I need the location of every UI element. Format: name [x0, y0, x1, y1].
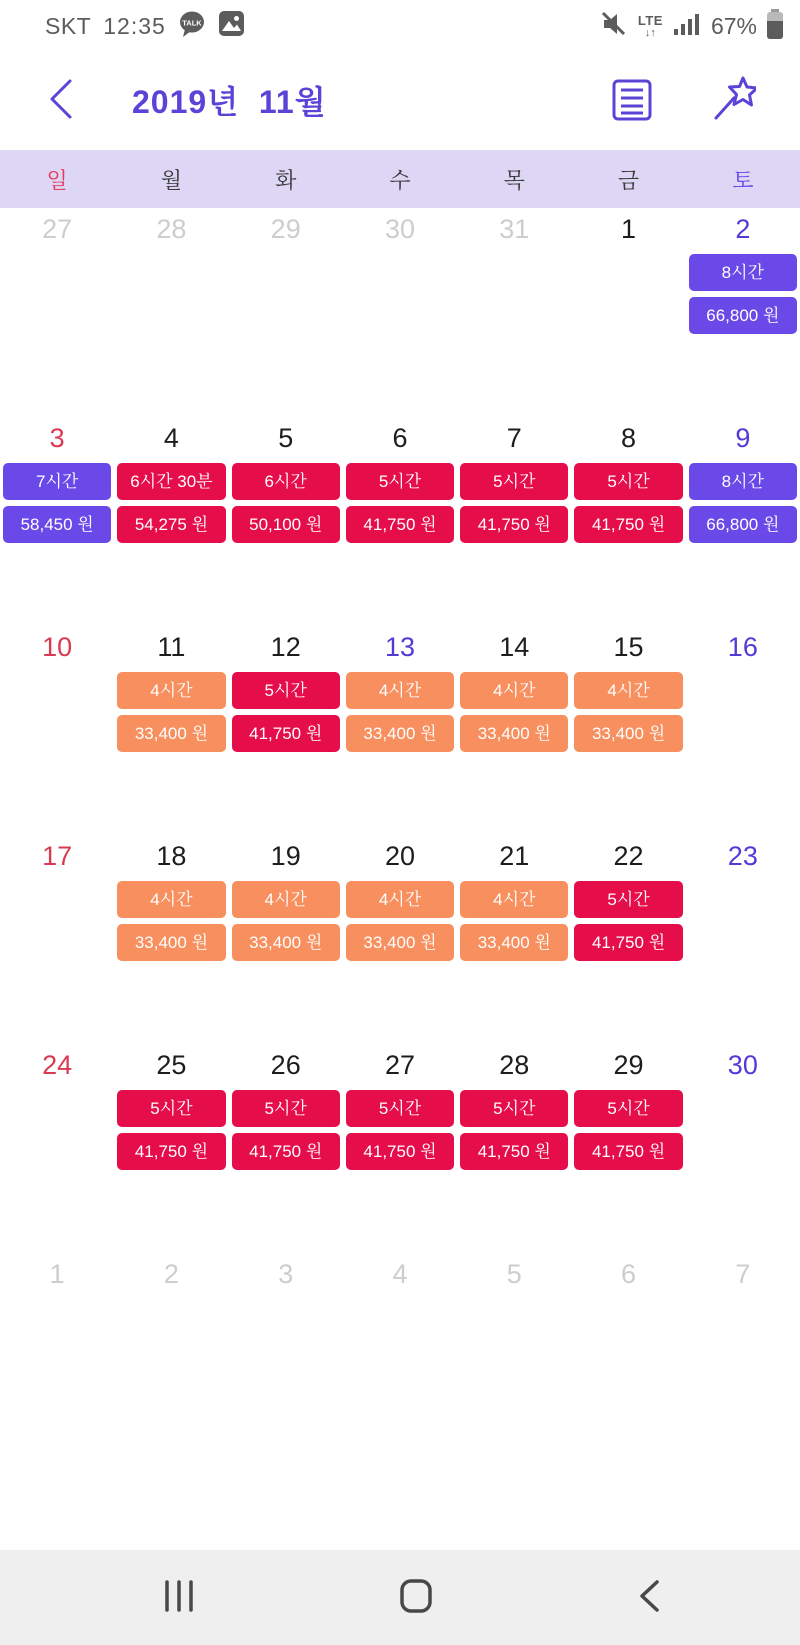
- page-title: 2019년 11월: [132, 84, 327, 120]
- day-cell[interactable]: [114, 835, 228, 1044]
- day-cell[interactable]: [457, 626, 571, 835]
- wage-badge: 33,400 원: [346, 715, 454, 752]
- day-cell[interactable]: [114, 1253, 228, 1462]
- hours-badge: 4시간: [346, 672, 454, 709]
- day-cell[interactable]: [571, 835, 685, 1044]
- calendar-grid: [0, 208, 800, 1462]
- week-row: [0, 417, 800, 626]
- battery-icon: [766, 8, 784, 45]
- day-number: 17: [42, 841, 73, 871]
- day-cell[interactable]: [229, 208, 343, 417]
- day-number: 5: [278, 423, 294, 453]
- gallery-icon: [218, 10, 245, 42]
- day-cell[interactable]: [229, 417, 343, 626]
- wage-badge: 41,750 원: [460, 1133, 568, 1170]
- wage-badge: 33,400 원: [460, 715, 568, 752]
- day-cell[interactable]: [686, 1044, 800, 1253]
- wage-badge: 41,750 원: [574, 1133, 682, 1170]
- day-number: 21: [499, 841, 530, 871]
- day-cell[interactable]: [343, 1044, 457, 1253]
- day-number: 13: [384, 632, 415, 662]
- hours-badge: 5시간: [232, 672, 340, 709]
- day-cell[interactable]: [114, 626, 228, 835]
- day-number: 5: [506, 1259, 522, 1289]
- recents-icon: [162, 1579, 196, 1616]
- previous-month-button[interactable]: [48, 78, 74, 123]
- hours-badge: 4시간: [460, 672, 568, 709]
- day-cell[interactable]: [571, 417, 685, 626]
- wage-badge: 50,100 원: [232, 506, 340, 543]
- hours-badge: 5시간: [346, 463, 454, 500]
- day-number: 30: [384, 214, 415, 244]
- hours-badge: 5시간: [574, 1090, 682, 1127]
- wage-badge: 33,400 원: [460, 924, 568, 961]
- weekday-label: 일: [46, 167, 68, 193]
- kakaotalk-icon: [178, 10, 206, 43]
- day-cell[interactable]: [571, 626, 685, 835]
- hours-badge: 6시간: [232, 463, 340, 500]
- wage-badge: 41,750 원: [574, 924, 682, 961]
- week-row: [0, 208, 800, 417]
- hours-badge: 4시간: [117, 672, 225, 709]
- wage-badge: 33,400 원: [232, 924, 340, 961]
- lte-icon: LTE ↓↑: [637, 12, 663, 39]
- status-clock: 12:35: [103, 12, 166, 39]
- day-cell[interactable]: [686, 1253, 800, 1462]
- chevron-left-icon: [48, 78, 74, 123]
- wage-badge: 41,750 원: [574, 506, 682, 543]
- day-number: 7: [506, 423, 522, 453]
- day-number: 14: [499, 632, 530, 662]
- wage-badge: 58,450 원: [3, 506, 111, 543]
- wage-badge: 66,800 원: [689, 297, 797, 334]
- day-cell[interactable]: [343, 1253, 457, 1462]
- week-row: [0, 1253, 800, 1462]
- day-number: 26: [270, 1050, 301, 1080]
- weekday-label: 수: [389, 167, 411, 193]
- day-cell[interactable]: [0, 417, 114, 626]
- week-row: [0, 835, 800, 1044]
- day-cell[interactable]: [343, 208, 457, 417]
- day-number: 10: [42, 632, 73, 662]
- day-number: 25: [156, 1050, 187, 1080]
- carrier-label: SKT: [45, 12, 92, 39]
- day-number: 20: [384, 841, 415, 871]
- hours-badge: 8시간: [689, 463, 797, 500]
- wage-badge: 33,400 원: [346, 924, 454, 961]
- day-number: 16: [727, 632, 758, 662]
- day-cell[interactable]: [0, 208, 114, 417]
- day-cell[interactable]: [0, 1044, 114, 1253]
- day-cell[interactable]: [686, 417, 800, 626]
- day-number: 18: [156, 841, 187, 871]
- status-bar: [0, 0, 800, 50]
- wage-badge: 41,750 원: [117, 1133, 225, 1170]
- list-view-button[interactable]: [612, 77, 652, 124]
- hours-badge: 4시간: [232, 881, 340, 918]
- day-number: 3: [49, 423, 65, 453]
- day-cell[interactable]: [571, 208, 685, 417]
- hours-badge: 4시간: [574, 672, 682, 709]
- hours-badge: 7시간: [3, 463, 111, 500]
- wage-badge: 41,750 원: [346, 1133, 454, 1170]
- day-cell[interactable]: [686, 835, 800, 1044]
- wage-badge: 33,400 원: [574, 715, 682, 752]
- day-cell[interactable]: [114, 208, 228, 417]
- week-row: [0, 626, 800, 835]
- day-number: 12: [270, 632, 301, 662]
- hours-badge: 5시간: [460, 463, 568, 500]
- hours-badge: 4시간: [117, 881, 225, 918]
- android-nav-bar: [0, 1550, 800, 1645]
- wage-badge: 66,800 원: [689, 506, 797, 543]
- day-cell[interactable]: [457, 417, 571, 626]
- day-cell[interactable]: [229, 1253, 343, 1462]
- hours-badge: 8시간: [689, 254, 797, 291]
- day-number: 29: [613, 1050, 644, 1080]
- weekday-label: 토: [732, 167, 754, 193]
- battery-percent-label: 67%: [710, 12, 757, 39]
- day-number: 31: [499, 214, 530, 244]
- day-number: 22: [613, 841, 644, 871]
- day-number: 23: [727, 841, 758, 871]
- hours-badge: 5시간: [574, 881, 682, 918]
- weekday-label: 월: [160, 167, 183, 193]
- day-number: 27: [384, 1050, 415, 1080]
- day-number: 9: [735, 423, 751, 453]
- day-cell[interactable]: [686, 626, 800, 835]
- day-number: 4: [163, 423, 179, 453]
- hours-badge: 5시간: [346, 1090, 454, 1127]
- wage-badge: 54,275 원: [117, 506, 225, 543]
- day-cell[interactable]: [571, 1253, 685, 1462]
- wage-badge: 41,750 원: [460, 506, 568, 543]
- day-number: 2: [163, 1259, 179, 1289]
- hours-badge: 5시간: [574, 463, 682, 500]
- back-icon: [636, 1579, 662, 1616]
- hours-badge: 5시간: [460, 1090, 568, 1127]
- hours-badge: 5시간: [232, 1090, 340, 1127]
- day-cell[interactable]: [229, 1044, 343, 1253]
- wage-badge: 33,400 원: [117, 924, 225, 961]
- day-number: 28: [156, 214, 187, 244]
- day-cell[interactable]: [457, 1253, 571, 1462]
- day-cell[interactable]: [571, 1044, 685, 1253]
- day-number: 27: [42, 214, 73, 244]
- day-cell[interactable]: [0, 1253, 114, 1462]
- home-icon: [398, 1578, 434, 1617]
- day-number: 19: [270, 841, 301, 871]
- hours-badge: 4시간: [460, 881, 568, 918]
- pin-schedule-button[interactable]: [710, 76, 756, 125]
- day-number: 11: [157, 632, 186, 662]
- day-number: 4: [392, 1259, 408, 1289]
- day-number: 15: [613, 632, 644, 662]
- calendar-header: [0, 50, 800, 150]
- day-cell[interactable]: [343, 417, 457, 626]
- day-number: 6: [621, 1259, 637, 1289]
- list-icon: [612, 77, 652, 124]
- day-cell[interactable]: [114, 1044, 228, 1253]
- signal-icon: [672, 10, 702, 43]
- mute-icon: [599, 9, 629, 44]
- week-row: [0, 1044, 800, 1253]
- wage-badge: 41,750 원: [232, 715, 340, 752]
- day-cell[interactable]: [457, 208, 571, 417]
- day-cell[interactable]: [457, 835, 571, 1044]
- star-pin-icon: [710, 76, 756, 125]
- day-number: 2: [735, 214, 751, 244]
- svg-text:TALK: TALK: [182, 18, 202, 27]
- day-number: 1: [621, 214, 637, 244]
- weekday-label: 화: [275, 167, 297, 193]
- wage-badge: 41,750 원: [232, 1133, 340, 1170]
- hours-badge: 5시간: [117, 1090, 225, 1127]
- day-cell[interactable]: [0, 835, 114, 1044]
- day-cell[interactable]: [0, 626, 114, 835]
- day-cell[interactable]: [229, 626, 343, 835]
- day-number: 29: [270, 214, 301, 244]
- day-number: 1: [49, 1259, 65, 1289]
- day-number: 24: [42, 1050, 73, 1080]
- day-cell[interactable]: [457, 1044, 571, 1253]
- weekday-header-row: [0, 150, 800, 208]
- day-cell[interactable]: [343, 835, 457, 1044]
- hours-badge: 6시간 30분: [117, 463, 225, 500]
- home-button[interactable]: [398, 1578, 434, 1617]
- wage-badge: 33,400 원: [117, 715, 225, 752]
- back-button[interactable]: [636, 1579, 662, 1616]
- day-number: 8: [621, 423, 637, 453]
- day-number: 3: [278, 1259, 294, 1289]
- weekday-label: 목: [503, 167, 525, 193]
- wage-badge: 41,750 원: [346, 506, 454, 543]
- day-number: 28: [499, 1050, 530, 1080]
- day-cell[interactable]: [229, 835, 343, 1044]
- day-number: 30: [727, 1050, 758, 1080]
- day-cell[interactable]: [343, 626, 457, 835]
- day-cell[interactable]: [686, 208, 800, 417]
- day-cell[interactable]: [114, 417, 228, 626]
- weekday-label: 금: [617, 167, 640, 193]
- recents-button[interactable]: [162, 1579, 196, 1616]
- hours-badge: 4시간: [346, 881, 454, 918]
- day-number: 6: [392, 423, 408, 453]
- day-number: 7: [735, 1259, 751, 1289]
